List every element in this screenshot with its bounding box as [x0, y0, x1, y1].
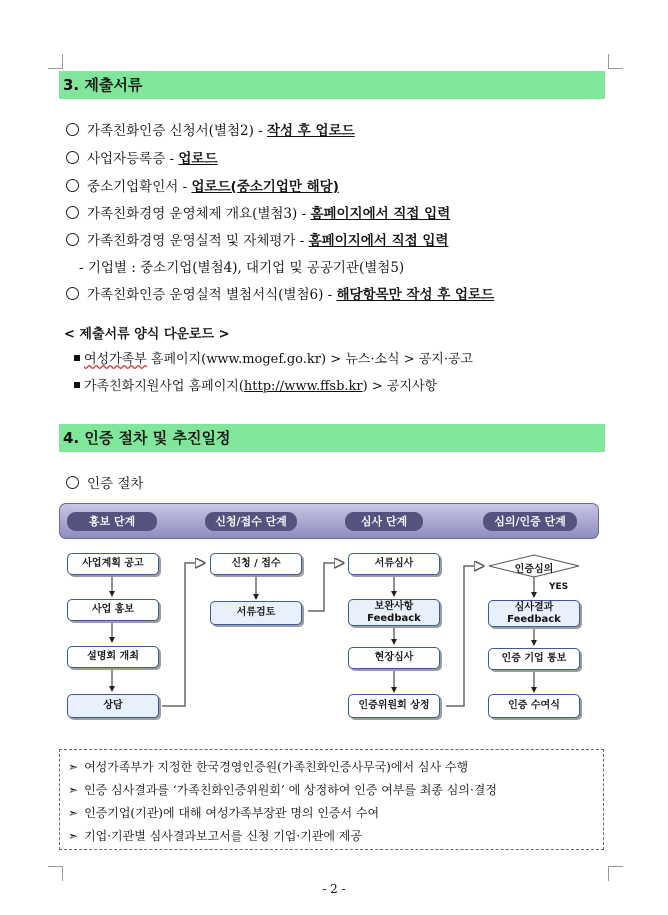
arrow-bullet-icon: ➣: [68, 829, 79, 843]
step-certification-deliberation: 인증심의: [514, 564, 554, 575]
circle-bullet-icon: [66, 179, 79, 192]
arrow-bullet-icon: ➣: [68, 783, 79, 797]
phase-certification: 심의/인증 단계: [483, 512, 577, 531]
circle-bullet-icon: [66, 476, 79, 489]
step-document-review: 서류심사: [348, 553, 440, 575]
square-bullet-icon: [74, 382, 80, 388]
download-title: < 제출서류 양식 다운로드 >: [64, 327, 230, 342]
yes-label: YES: [549, 582, 569, 592]
step-result-feedback: 심사결과 Feedback: [488, 600, 580, 627]
doc-item-2: 사업자등록증 - 업로드: [66, 147, 218, 167]
step-business-promotion: 사업 홍보: [67, 599, 159, 621]
step-committee-submission: 인증위원회 상정: [348, 694, 440, 718]
step-business-plan-notice: 사업계획 공고: [67, 553, 159, 575]
step-supplement-feedback: 보완사항 Feedback: [348, 599, 440, 626]
doc-item-4: 가족친화경영 운영체제 개요(별첨3) - 홈페이지에서 직접 입력: [66, 202, 450, 222]
circle-bullet-icon: [66, 233, 79, 246]
doc-item-5: 가족친화경영 운영실적 및 자체평가 - 홈페이지에서 직접 입력: [66, 229, 448, 249]
download-item-mogef: 여성가족부 홈페이지(www.mogef.go.kr) > 뉴스·소식 > 공지·공고: [74, 348, 473, 367]
step-document-check: 서류검토: [210, 601, 302, 625]
download-item-ffsb: 가족친화지원사업 홈페이지(http://www.ffsb.kr) > 공지사항: [74, 375, 437, 394]
note-3: ➣ 인증기업(기관)에 대해 여성가족부장관 명의 인증서 수여: [68, 806, 380, 820]
phase-review: 심사 단계: [345, 512, 423, 531]
company-type-note: - 기업별 : 중소기업(별첨4), 대기업 및 공공기관(별첨5): [79, 260, 405, 276]
circle-bullet-icon: [66, 287, 79, 300]
certification-flow-chart: [59, 503, 603, 733]
phase-promotion: 홍보 단계: [67, 512, 157, 531]
phase-application: 신청/접수 단계: [205, 512, 297, 531]
doc-item-6: 가족친화인증 운영실적 별첨서식(별첨6) - 해당항목만 작성 후 업로드: [66, 283, 494, 303]
notes-box: [59, 749, 604, 850]
crop-mark-top-left: [48, 54, 63, 69]
section3-title: 3. 제출서류: [59, 71, 605, 99]
step-award-ceremony: 인증 수여식: [488, 694, 580, 718]
arrow-bullet-icon: ➣: [68, 806, 79, 820]
doc-item-3: 중소기업확인서 - 업로드(중소기업만 해당): [66, 175, 339, 195]
step-company-notification: 인증 기업 통보: [488, 648, 580, 670]
step-consultation: 상담: [67, 694, 159, 718]
step-apply-receive: 신청 / 접수: [210, 553, 302, 575]
doc-item-1: 가족친화인증 신청서(별첨2) - 작성 후 업로드: [66, 119, 355, 139]
page-number: - 2 -: [322, 882, 346, 896]
crop-mark-bottom-left: [48, 866, 63, 881]
square-bullet-icon: [74, 355, 80, 361]
crop-mark-top-right: [608, 54, 623, 69]
circle-bullet-icon: [66, 151, 79, 164]
circle-bullet-icon: [66, 123, 79, 136]
procedure-subtitle: 인증 절차: [66, 472, 143, 492]
note-1: ➣ 여성가족부가 지정한 한국경영인증원(가족친화인증사무국)에서 심사 수행: [68, 760, 469, 774]
section4-title: 4. 인증 절차 및 추진일정: [59, 424, 605, 452]
circle-bullet-icon: [66, 206, 79, 219]
mogef-link[interactable]: 여성가족부: [84, 352, 147, 367]
arrow-bullet-icon: ➣: [68, 760, 79, 774]
ffsb-link[interactable]: http://www.ffsb.kr: [243, 379, 363, 394]
crop-mark-bottom-right: [608, 866, 623, 881]
step-onsite-review: 현장심사: [348, 647, 440, 669]
note-2: ➣ 인증 심사결과를 ‘가족친화인증위원회’ 에 상정하여 인증 여부를 최종 심의·결정: [68, 783, 497, 797]
step-briefing-session: 설명회 개최: [67, 646, 159, 668]
note-4: ➣ 기업·기관별 심사결과보고서를 신청 기업·기관에 제공: [68, 829, 362, 843]
